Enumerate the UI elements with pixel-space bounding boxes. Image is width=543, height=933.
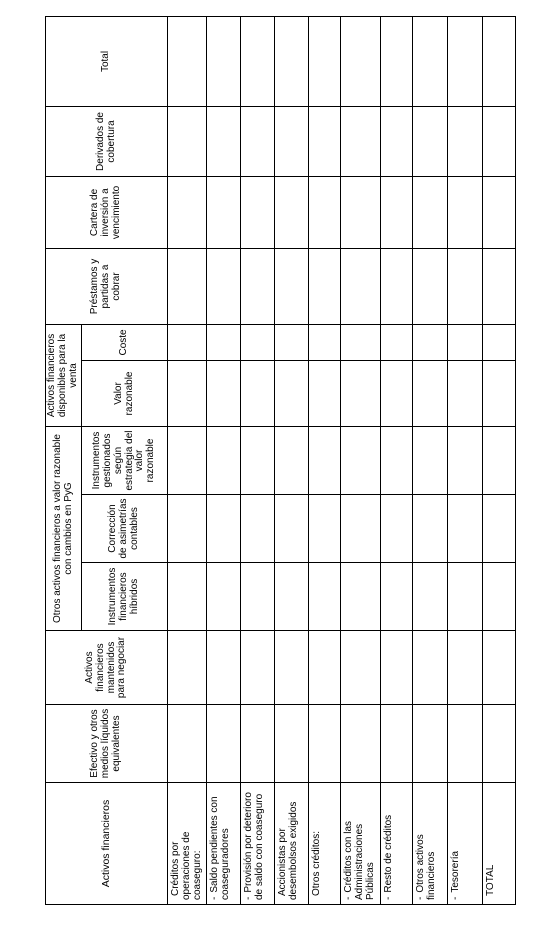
row-bullet-dash: - xyxy=(209,896,221,900)
table-row xyxy=(482,16,515,904)
row-bullet-dash: - xyxy=(243,896,255,900)
table-cell xyxy=(380,495,412,563)
row-label-text: Otros créditos: xyxy=(311,830,323,896)
table-cell xyxy=(309,176,341,248)
row-label xyxy=(309,783,341,905)
table-cell xyxy=(207,16,241,106)
table-cell xyxy=(380,176,412,248)
table-row xyxy=(168,16,207,904)
table-cell xyxy=(207,106,241,176)
row-label xyxy=(447,783,482,905)
row-label-text: Créditos con las Administraciones Públicas xyxy=(343,820,376,900)
table-cell xyxy=(380,324,412,360)
table-cell xyxy=(482,563,515,631)
table-row xyxy=(241,16,275,904)
table-cell xyxy=(241,495,275,563)
table-cell xyxy=(275,563,309,631)
table-cell xyxy=(482,705,515,783)
table-cell xyxy=(207,360,241,426)
table-cell xyxy=(241,176,275,248)
row-label-text: Saldo pendientes con coaseguradores xyxy=(209,796,232,900)
header-valor-razonable: Valor razonable xyxy=(82,360,168,426)
row-label xyxy=(241,783,275,905)
table-body xyxy=(168,16,516,904)
header-mantenidos-negociar: Activos financieros mantenidos para negociar xyxy=(46,631,168,705)
header-efectivo: Efectivo y otros medios líquidos equivalentes xyxy=(46,705,168,783)
table-cell xyxy=(168,16,207,106)
table-cell xyxy=(309,324,341,360)
table-cell xyxy=(341,563,380,631)
table-cell xyxy=(275,16,309,106)
table-cell xyxy=(412,705,447,783)
table-cell xyxy=(275,106,309,176)
table-cell xyxy=(482,248,515,324)
table-cell xyxy=(482,495,515,563)
row-label xyxy=(482,783,515,905)
table-cell xyxy=(309,426,341,494)
row-bullet-dash: - xyxy=(414,896,426,900)
table-cell xyxy=(412,360,447,426)
row-bullet-dash: - xyxy=(449,896,461,900)
table-cell xyxy=(241,248,275,324)
table-cell xyxy=(447,248,482,324)
table-cell xyxy=(207,563,241,631)
header-derivados-cobertura: Derivados de cobertura xyxy=(46,106,168,176)
row-label-text: Tesorería xyxy=(449,850,461,893)
table-cell xyxy=(241,426,275,494)
table-cell xyxy=(309,631,341,705)
table-cell xyxy=(207,324,241,360)
table-cell xyxy=(168,426,207,494)
table-cell xyxy=(241,16,275,106)
table-cell xyxy=(380,106,412,176)
table-cell xyxy=(341,495,380,563)
table-cell xyxy=(168,631,207,705)
table-row xyxy=(380,16,412,904)
table-cell xyxy=(447,360,482,426)
table-cell xyxy=(412,563,447,631)
table-cell xyxy=(309,248,341,324)
header-instrumentos-hibridos: Instrumentos financieros híbridos xyxy=(82,563,168,631)
table-cell xyxy=(275,176,309,248)
header-activos-financieros: Activos financieros xyxy=(46,783,168,905)
table-cell xyxy=(341,426,380,494)
row-label xyxy=(275,783,309,905)
table-cell xyxy=(341,248,380,324)
table-row xyxy=(309,16,341,904)
table-cell xyxy=(241,360,275,426)
table-cell xyxy=(168,106,207,176)
table-cell xyxy=(380,360,412,426)
table-cell xyxy=(207,705,241,783)
header-total: Total xyxy=(46,16,168,106)
table-cell xyxy=(412,426,447,494)
table-cell xyxy=(412,631,447,705)
header-instrumentos-gestionados: Instrumentos gestionados según estrategia del valor razonable xyxy=(82,426,168,494)
table-cell xyxy=(309,16,341,106)
table-cell xyxy=(168,176,207,248)
header-disponibles-venta: Activos financieros disponibles para la venta xyxy=(46,324,82,426)
table-cell xyxy=(275,495,309,563)
table-cell xyxy=(275,426,309,494)
row-label xyxy=(341,783,380,905)
table-cell xyxy=(341,324,380,360)
row-label xyxy=(168,783,207,905)
header-otros-activos-valor-razonable: Otros activos financieros a valor razonable con cambios en PyG xyxy=(46,426,82,630)
table-row xyxy=(341,16,380,904)
table-cell xyxy=(482,360,515,426)
header-correccion-asimetrias: Corrección de asimetrías contables xyxy=(82,495,168,563)
row-label xyxy=(207,783,241,905)
table-cell xyxy=(241,324,275,360)
row-label xyxy=(412,783,447,905)
table-cell xyxy=(412,324,447,360)
table-cell xyxy=(412,106,447,176)
table-cell xyxy=(447,106,482,176)
table-cell xyxy=(168,248,207,324)
table-cell xyxy=(412,16,447,106)
table-cell xyxy=(207,495,241,563)
header-coste: Coste xyxy=(82,324,168,360)
table-cell xyxy=(168,360,207,426)
table-cell xyxy=(168,563,207,631)
table-cell xyxy=(309,705,341,783)
table-cell xyxy=(447,426,482,494)
table-cell xyxy=(241,106,275,176)
table-cell xyxy=(341,360,380,426)
row-label xyxy=(380,783,412,905)
table-cell xyxy=(207,631,241,705)
table-cell xyxy=(341,631,380,705)
table-cell xyxy=(275,705,309,783)
row-bullet-dash: - xyxy=(382,896,394,900)
table-cell xyxy=(241,563,275,631)
table-row xyxy=(275,16,309,904)
table-cell xyxy=(380,631,412,705)
table-cell xyxy=(447,16,482,106)
table-cell xyxy=(341,16,380,106)
row-bullet-dash: - xyxy=(343,896,355,900)
header-prestamos: Préstamos y partidas a cobrar xyxy=(46,248,168,324)
table-cell xyxy=(380,16,412,106)
table-cell xyxy=(168,705,207,783)
table-cell xyxy=(168,324,207,360)
table-cell xyxy=(380,426,412,494)
table-cell xyxy=(309,563,341,631)
table-row xyxy=(207,16,241,904)
table-cell xyxy=(341,705,380,783)
table-cell xyxy=(447,631,482,705)
table-cell xyxy=(482,324,515,360)
table-cell xyxy=(309,106,341,176)
table-cell xyxy=(275,324,309,360)
table-cell xyxy=(412,495,447,563)
table-cell xyxy=(412,176,447,248)
table-cell xyxy=(447,324,482,360)
table-cell xyxy=(207,426,241,494)
table-cell xyxy=(341,176,380,248)
table-cell xyxy=(380,563,412,631)
table-cell xyxy=(380,248,412,324)
table-cell xyxy=(275,248,309,324)
table-cell xyxy=(482,631,515,705)
table-cell xyxy=(447,563,482,631)
table-cell xyxy=(447,705,482,783)
rotated-table-wrapper xyxy=(45,17,508,905)
table-cell xyxy=(207,176,241,248)
table-row xyxy=(412,16,447,904)
row-label-text: Otros activos financieros xyxy=(414,834,437,900)
table-cell xyxy=(341,106,380,176)
table-cell xyxy=(241,631,275,705)
table-cell xyxy=(207,248,241,324)
table-cell xyxy=(380,705,412,783)
table-cell xyxy=(447,176,482,248)
header-cartera-inversion: Cartera de inversión a vencimiento xyxy=(46,176,168,248)
table-cell xyxy=(275,631,309,705)
row-label-text: Accionistas por desembolsos exigidos xyxy=(277,801,300,900)
table-cell xyxy=(168,495,207,563)
table-cell xyxy=(482,106,515,176)
table-cell xyxy=(275,360,309,426)
table-cell xyxy=(482,16,515,106)
table-cell xyxy=(309,495,341,563)
row-label-text: Provisión por deterioro de saldo con coaseguro xyxy=(243,792,266,900)
table-cell xyxy=(241,705,275,783)
row-label-text: Resto de créditos xyxy=(382,814,394,893)
table-cell xyxy=(482,176,515,248)
row-label-text: Créditos por operaciones de coaseguro: xyxy=(170,831,203,900)
financial-assets-table xyxy=(45,16,516,905)
table-row xyxy=(447,16,482,904)
row-label-text: TOTAL xyxy=(484,864,496,896)
table-cell xyxy=(482,426,515,494)
table-cell xyxy=(447,495,482,563)
table-cell xyxy=(412,248,447,324)
table-cell xyxy=(309,360,341,426)
